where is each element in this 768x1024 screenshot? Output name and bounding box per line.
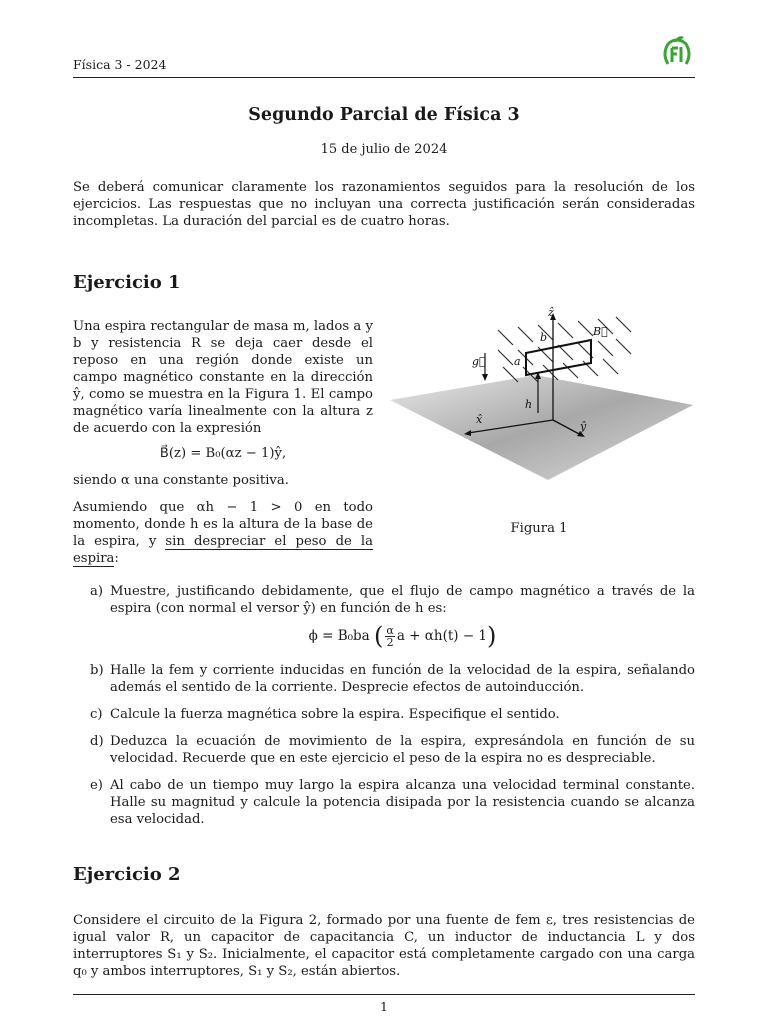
exercise-1-underlined: sin despreciar el peso de la espira: [73, 534, 373, 566]
flux-lhs: ϕ = B₀ba: [308, 628, 370, 644]
frac-den: 2: [386, 636, 394, 649]
frac-num: α: [386, 624, 394, 637]
item-text: Halle la fem y corriente inducidas en función de la velocidad de la espira, señalando además el sentido de la corriente. Desprecie efectos de autoinducción.: [110, 663, 695, 695]
item-label: c): [90, 707, 103, 722]
y-axis-label: ŷ: [580, 420, 587, 433]
x-axis-label: x̂: [476, 413, 483, 426]
flux-equation: ϕ = B₀ba ( $\frac{\alpha}{2}$ a + αh(t) − 1): [308, 622, 497, 650]
intro-paragraph: Se deberá comunicar claramente los razonamientos seguidos para la resolución de los ejercicios. Las respuestas que no incluyan una correcta justificación serán consideradas incompletas. La duración del parcial es de cuatro horas.: [73, 180, 695, 229]
list-item: [90, 583, 695, 652]
item-text: Calcule la fuerza magnética sobre la espira. Especifique el sentido.: [110, 707, 560, 722]
item-text: Deduzca la ecuación de movimiento de la espira, expresándola en función de su velocidad. Recuerde que en este ejercicio el peso de la espira no es despreciable.: [110, 734, 695, 766]
header-text: Física 3 - 2024: [73, 57, 167, 72]
field-arrows: [498, 317, 631, 382]
height-h-label: h: [525, 398, 533, 411]
list-item: [90, 733, 695, 767]
exercise-1-items: [90, 583, 695, 838]
side-b-label: b: [540, 331, 548, 344]
item-label: b): [90, 663, 104, 678]
list-item: [90, 777, 695, 828]
item-label: a): [90, 584, 104, 599]
figure-1: [388, 305, 698, 480]
item-text: Muestre, justificando debidamente, que el flujo de campo magnético a través de la espira (con normal el versor ŷ) en función de h es:: [110, 584, 695, 616]
item-label: d): [90, 734, 104, 749]
field-equation: B⃗(z) = B₀(αz − 1)ŷ,: [159, 446, 287, 461]
item-text: Al cabo de un tiempo muy largo la espira alcanza una velocidad terminal constante. Halle su magnitud y calcule la potencia disipada por la resistencia cuando se alcanza esa velocidad.: [110, 778, 695, 827]
exercise-2-statement: Considere el circuito de la Figura 2, formado por una fuente de fem ε, tres resistencias de igual valor R, un capacitor de capacitancia C, un inductor de inductancia L y dos interruptores S₁ y S₂. Inicialmente, el capacitor está completamente cargado con una carga q₀ y ambos interruptores, S₁ y S₂, están abiertos.: [73, 913, 695, 979]
list-item: [90, 662, 695, 696]
figure-1-caption: Figura 1: [510, 521, 568, 536]
exercise-1-para3-text: Asumiendo que αh − 1 > 0 en todo momento, donde h es la altura de la base de la espira, y: [73, 500, 373, 549]
exercise-1-para3: [73, 499, 373, 567]
exercise-2-heading: Ejercicio 2: [73, 864, 181, 885]
item-label: e): [90, 778, 103, 793]
b-field-label: B⃗: [593, 325, 608, 338]
exercise-1-para1: Una espira rectangular de masa m, lados a y b y resistencia R se deja caer desde el reposo en una región donde existe un campo magnético constante en la dirección ŷ, como se muestra en la Figura 1. El campo magnético varía linealmente con la altura z de acuerdo con la expresión: [73, 319, 373, 436]
list-item: [90, 706, 695, 723]
page-number: 1: [380, 999, 388, 1014]
flux-rest: a + αh(t) − 1: [396, 628, 488, 644]
footer-rule: [73, 994, 695, 995]
exam-date: 15 de julio de 2024: [320, 142, 448, 157]
fi-logo: [660, 34, 694, 68]
exercise-1-para2: siendo α una constante positiva.: [73, 473, 289, 488]
ground-plane: [390, 375, 693, 480]
exercise-1-heading: Ejercicio 1: [73, 272, 181, 293]
g-label: g⃗: [472, 355, 486, 368]
z-axis-label: ẑ: [548, 306, 554, 319]
header-rule: [73, 77, 695, 78]
page-title: Segundo Parcial de Física 3: [248, 105, 520, 125]
side-a-label: a: [514, 355, 521, 368]
exercise-1-statement: [73, 318, 373, 575]
exercise-1-para3-end: :: [114, 551, 119, 566]
